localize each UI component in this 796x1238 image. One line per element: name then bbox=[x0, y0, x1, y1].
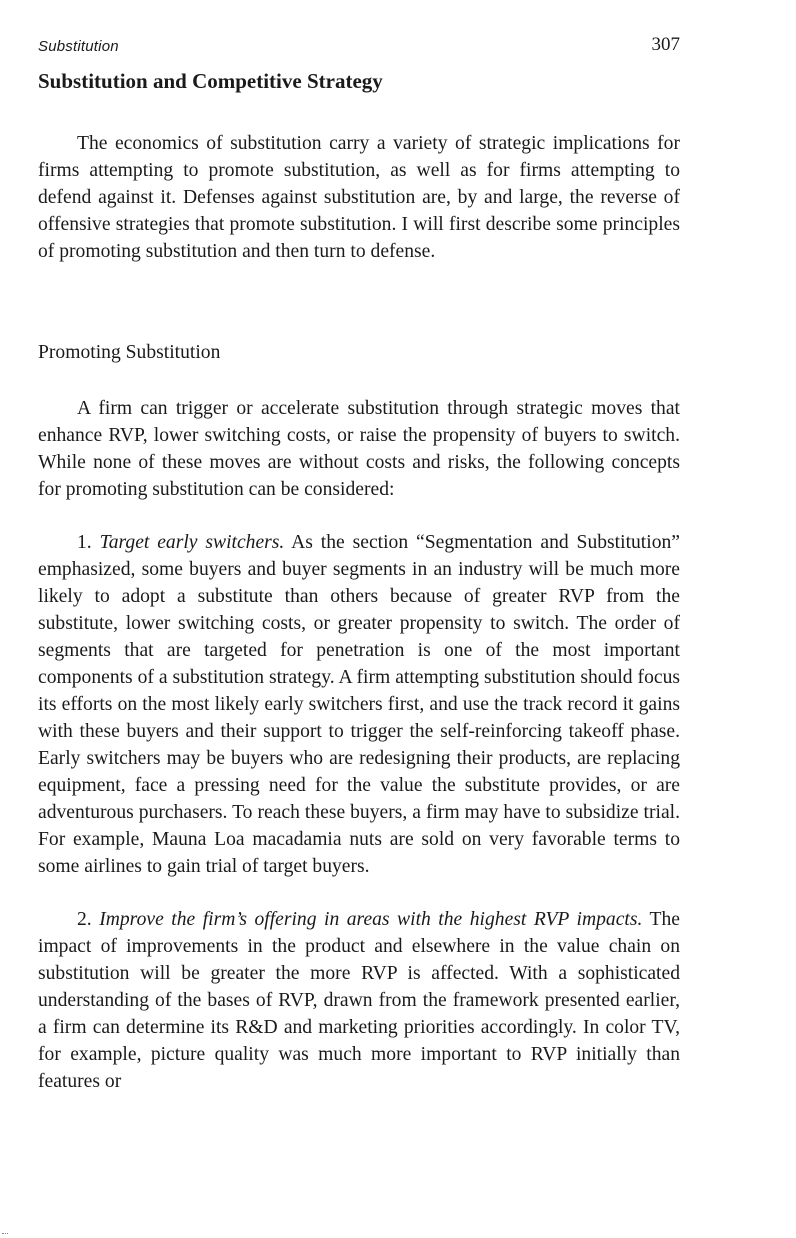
scan-artifact-mark bbox=[2, 1228, 8, 1234]
page-number: 307 bbox=[651, 34, 680, 55]
list-item-body: As the section “Segmentation and Substitution” emphasized, some buyers and buyer segments in an industry will be much more likely to adopt a substitute than others because of greater RVP from the substitute, lower switching costs, or greater propensity to switch. The order of segments that are targeted for penetration is one of the most important components of a substitution strategy. A firm attempting substitution should focus its efforts on the most likely early switchers first, and use the track record it gains with these buyers and their support to trigger the self-reinforcing takeoff phase. Early switchers may be buyers who are redesigning their products, are replacing equipment, face a pressing need for the value the substitute provides, or are adventurous purchasers. To reach these buyers, a firm may have to subsidize trial. For example, Mauna Loa macadamia nuts are sold on very favorable terms to some airlines to gain trial of target buyers. bbox=[38, 532, 680, 877]
list-item-title: Improve the firm’s offering in areas with the highest RVP impacts. bbox=[99, 909, 643, 930]
subsection-heading: Promoting Substitution bbox=[38, 342, 221, 363]
subsection-intro-paragraph: A firm can trigger or accelerate substitution through strategic moves that enhance RVP, lower switching costs, or raise the propensity of buyers to switch. While none of these moves are without costs and risks, the following concepts for promoting substitution can be considered: bbox=[38, 398, 680, 500]
list-item-body: The impact of improvements in the product and elsewhere in the value chain on substitution will be greater the more RVP is affected. With a sophisticated understanding of the bases of RVP, drawn from the framework presented earlier, a firm can determine its R&D and marketing priorities accordingly. In color TV, for example, picture quality was much more important to RVP initially than features or bbox=[38, 909, 680, 1092]
running-title: Substitution bbox=[38, 38, 119, 55]
list-item-number: 2. bbox=[77, 909, 92, 930]
list-item-paragraph bbox=[38, 906, 680, 1095]
book-page bbox=[38, 34, 680, 1095]
section-heading: Substitution and Competitive Strategy bbox=[38, 69, 383, 93]
running-header bbox=[38, 34, 680, 60]
list-item-paragraph bbox=[38, 529, 680, 880]
section-intro-paragraph: The economics of substitution carry a variety of strategic implications for firms attempting to promote substitution, as well as for firms attempting to defend against it. Defenses against substitution are, by and large, the reverse of offensive strategies that promote substitution. I will first describe some principles of promoting substitution and then turn to defense. bbox=[38, 133, 680, 262]
list-item-number: 1. bbox=[77, 532, 92, 553]
list-item-title: Target early switchers. bbox=[99, 532, 285, 553]
